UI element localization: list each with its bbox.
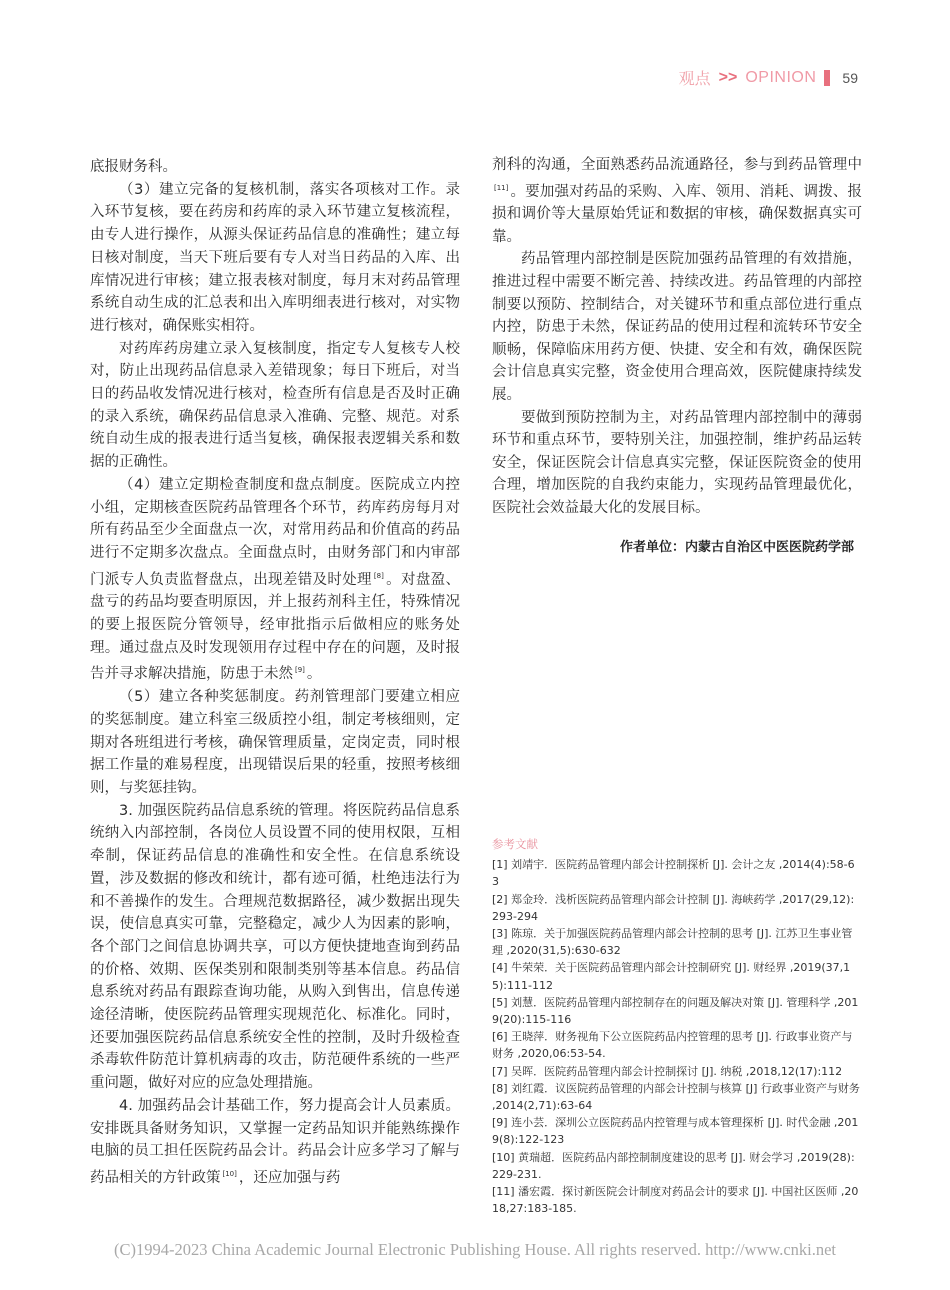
section-name: OPINION: [745, 68, 817, 86]
double-chevron-icon: >>: [718, 68, 738, 86]
section-category: 观点: [678, 71, 711, 88]
reference-item: [1] 刘靖宇．医院药品管理内部会计控制探析 [J]. 会计之友 ,2014(4):58-63: [492, 858, 855, 889]
reference-item: [2] 郑金玲．浅析医院药品管理内部会计控制 [J]. 海峡药学 ,2017(29,12):293-294: [492, 892, 855, 923]
paragraph: （3）建立完备的复核机制，落实各项核对工作。录入环节复核，要在药房和药库的录入环节建立复核流程，由专人进行操作，从源头保证药品信息的准确性；建立每日核对制度，当天下班后要有专人对当日药品的入库、出库情况进行审核；建立报表核对制度，每月末对药品管理系统自动生成的汇总表和出入库明细表进行核对，对实物进行核对，确保账实相符。: [90, 181, 460, 334]
citation-ref: [11]: [494, 183, 509, 192]
reference-list: [492, 856, 860, 1217]
right-column: [492, 154, 862, 520]
paragraph: 4. 加强药品会计基础工作，努力提高会计人员素质。安排既具备财务知识，又掌握一定药品知识并能熟练操作电脑的员工担任医院药品会计。药品会计应多学习了解与药品相关的方针政策 [10] ，还应加强与药: [90, 1097, 460, 1186]
citation-ref: [9]: [295, 666, 305, 675]
paragraph: 底报财务科。: [90, 159, 177, 175]
author-unit: 作者单位：内蒙古自治区中医医院药学部: [619, 540, 854, 555]
paragraph: 药品管理内部控制是医院加强药品管理的有效措施，推进过程中需要不断完善、持续改进。药品管理的内部控制要以预防、控制结合，对关键环节和重点部位进行重点内控，防患于未然，保证药品的使用过程和流转环节安全顺畅，保障临床用药方便、快捷、安全和有效，确保医院会计信息真实完整，资金使用合理高效，医院健康持续发展。: [492, 251, 862, 403]
paragraph: （5）建立各种奖惩制度。药剂管理部门要建立相应的奖惩制度。建立科室三级质控小组，制定考核细则，定期对各班组进行考核，确保管理质量，定岗定责，同时根据工作量的难易程度，出现错误后果的轻重，按照考核细则，与奖惩挂钩。: [90, 689, 460, 796]
page-header: [679, 66, 858, 89]
paragraph: （4）建立定期检查制度和盘点制度。医院成立内控小组，定期核查医院药品管理各个环节，药库药房每月对所有药品至少全面盘点一次，对常用药品和价值高的药品进行不定期多次盘点。全面盘点时，由财务部门和内审部门派专人负责监督盘点，出现差错及时处理 [8] 。对盘盈、盘亏的药品均要查明原因，并上报药剂科主任，特殊情况的要上报医院分管领导，经审批指示后做相应的账务处理。通过盘点及时发现领用存过程中存在的问题，及时报告并寻求解决措施，防患于未然 [9] 。: [90, 476, 461, 683]
reference-item: [11] 潘宏霞．探讨新医院会计制度对药品会计的要求 [J]. 中国社区医师 ,2018,27:183-185.: [492, 1185, 859, 1216]
paragraph: 要做到预防控制为主，对药品管理内部控制中的薄弱环节和重点环节，要特别关注，加强控制，维护药品运转安全，保证医院会计信息真实完整，保证医院资金的使用合理，增加医院的自我约束能力，实现药品管理最优化，医院社会效益最大化的发展目标。: [492, 409, 862, 516]
paragraph: 对药库药房建立录入复核制度，指定专人复核专人校对，防止出现药品信息录入差错现象；每日下班后，对当日的药品收发情况进行核对，检查所有信息是否及时正确的录入系统，确保药品信息录入准确、完整、规范。对系统自动生成的报表进行适当复核，确保报表逻辑关系和数据的正确性。: [90, 340, 460, 471]
citation-ref: [10]: [222, 1169, 237, 1178]
reference-item: [9] 连小芸．深圳公立医院药品内控管理与成本管理探析 [J]. 时代金融 ,2019(8):122-123: [492, 1116, 859, 1147]
references-title: 参考文献: [492, 837, 538, 851]
reference-item: [6] 王晓萍．财务视角下公立医院药品内控管理的思考 [J]. 行政事业资产与财务 ,2020,06:53-54.: [492, 1030, 853, 1061]
header-bar-icon: [824, 70, 830, 86]
left-column: [90, 156, 460, 1190]
citation-ref: [8]: [373, 571, 384, 580]
paragraph: 剂科的沟通，全面熟悉药品流通路径，参与到药品管理中[11] 。要加强对药品的采购、入库、领用、消耗、调拨、报损和调价等大量原始凭证和数据的审核，确保数据真实可靠。: [492, 157, 862, 245]
reference-item: [5] 刘慧．医院药品管理内部控制存在的问题及解决对策 [J]. 管理科学 ,2019(20):115-116: [492, 995, 859, 1027]
paragraph: 3. 加强医院药品信息系统的管理。将医院药品信息系统纳入内部控制，各岗位人员设置不同的使用权限，互相牵制，保证药品信息的准确性和安全性。在信息系统设置，涉及数据的修改和统计，都有迹可循，杜绝违法行为和不善操作的发生。合理规范数据路径，减少数据出现失误，使信息真实可靠，完整稳定，减少人为因素的影响，各个部门之间信息协调共享，可以方便快捷地查询到药品的价格、效期、医保类别和限制类别等基本信息。药品信息系统对药品有跟踪查询功能，从购入到售出，信息传递途径清晰，使医院药品管理实现规范化、标准化。同时，还要加强医院药品信息系统安全性的控制，及时升级检查杀毒软件防范计算机病毒的攻击，防范硬件系统的一些严重问题，做好对应的应急处理措施。: [90, 802, 460, 1092]
reference-item: [4] 牛荣荣．关于医院药品管理内部会计控制研究 [J]. 财经界 ,2019(37,15):111-112: [492, 961, 851, 992]
reference-item: [10] 黄瑞超．医院药品内部控制制度建设的思考 [J]. 财会学习 ,2019(28):229-231.: [492, 1150, 855, 1181]
page-number: 59: [842, 69, 858, 86]
reference-item: [3] 陈琼．关于加强医院药品管理内部会计控制的思考 [J]. 江苏卫生事业管理 ,2020(31,5):630-632: [492, 927, 853, 958]
copyright-footer: (C)1994-2023 China Academic Journal Electronic Publishing House. All rights reserved. http://www.cnki.net: [113, 1240, 837, 1259]
reference-item: [7] 吴晖．医院药品管理内部会计控制探讨 [J]. 纳税 ,2018,12(17):112: [492, 1064, 843, 1078]
reference-item: [8] 刘红霞．议医院药品管理的内部会计控制与核算 [J] 行政事业资产与财务 ,2014(2,71):63-64: [492, 1081, 860, 1113]
references: [492, 836, 860, 1217]
